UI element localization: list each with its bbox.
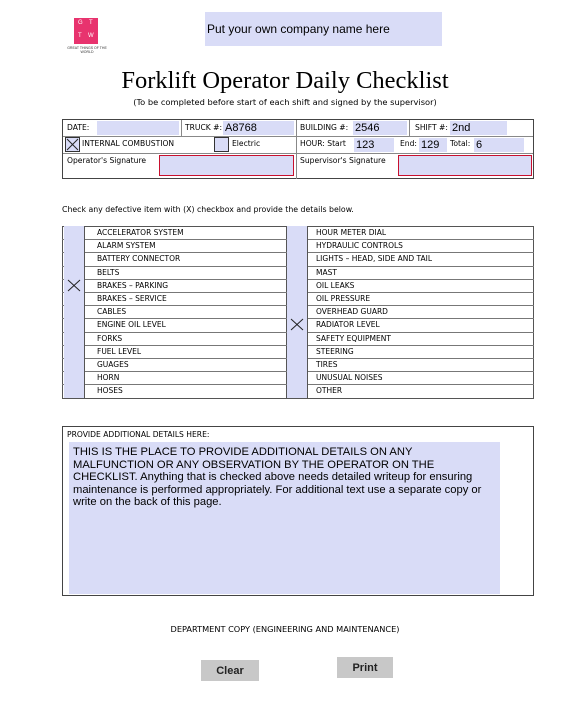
details-textarea[interactable] <box>69 442 500 594</box>
hour-start-label: HOUR: Start <box>300 139 346 148</box>
internal-combustion-label: INTERNAL COMBUSTION <box>82 139 175 148</box>
logo-letter: T <box>78 33 82 39</box>
date-field[interactable] <box>97 121 179 135</box>
checklist-item-label: OIL PRESSURE <box>316 294 371 303</box>
defect-checkbox[interactable] <box>287 332 308 345</box>
defect-checkbox[interactable] <box>64 239 85 252</box>
x-mark-icon <box>290 318 304 331</box>
checklist-item-label: HYDRAULIC CONTROLS <box>316 241 403 251</box>
defect-checkbox[interactable] <box>287 252 308 265</box>
defect-checkbox[interactable] <box>287 384 308 397</box>
checklist-item-label: HOSES <box>97 386 123 396</box>
defect-checkbox[interactable] <box>287 239 308 252</box>
checklist-item-label: FUEL LEVEL <box>97 346 142 356</box>
checklist-item-label: FORKS <box>97 333 123 343</box>
print-button[interactable]: Print <box>337 657 393 678</box>
electric-checkbox[interactable] <box>214 137 229 152</box>
clear-button[interactable]: Clear <box>201 660 259 681</box>
hour-start-field[interactable]: 123 <box>354 138 394 152</box>
defect-checkbox[interactable] <box>64 305 85 318</box>
hour-total-label: Total: <box>450 139 471 148</box>
defect-checkbox[interactable] <box>287 345 308 358</box>
defect-checkbox[interactable] <box>287 292 308 305</box>
checklist-item-label: OTHER <box>316 386 343 396</box>
details-text-upper: THIS IS THE PLACE TO PROVIDE ADDITIONAL DETAILS ON ANY MALFUNCTION OR ANY OBSERVATION BY THE OPERATOR ON THE CHECKLIST. <box>73 446 435 484</box>
shift-label: SHIFT #: <box>415 123 448 132</box>
defect-checkbox[interactable] <box>287 318 308 331</box>
checklist-item-label: OIL LEAKS <box>316 280 355 290</box>
defect-checkbox[interactable] <box>64 371 85 384</box>
logo-letter: W <box>88 33 94 39</box>
building-number-field[interactable]: 2546 <box>353 121 407 135</box>
shift-field[interactable]: 2nd <box>450 121 507 135</box>
defect-checkbox[interactable] <box>64 318 85 331</box>
defect-checkbox[interactable] <box>64 358 85 371</box>
checklist-item-label: STEERING <box>316 346 354 356</box>
defect-checklist <box>62 226 534 398</box>
checklist-item-label: BRAKES – SERVICE <box>97 294 167 303</box>
company-logo <box>74 18 98 44</box>
checklist-item-label: RADIATOR LEVEL <box>316 320 380 330</box>
supervisor-signature-label: Supervisor's Signature <box>300 156 386 165</box>
truck-label: TRUCK #: <box>185 123 223 132</box>
checklist-item-label: UNUSUAL NOISES <box>316 373 383 383</box>
hour-total-field[interactable]: 6 <box>474 138 524 152</box>
defect-checkbox[interactable] <box>287 358 308 371</box>
page-subtitle: (To be completed before start of each shift and signed by the supervisor) <box>133 97 437 107</box>
defect-checkbox[interactable] <box>64 266 85 279</box>
defect-checkbox[interactable] <box>287 226 308 239</box>
electric-label: Electric <box>232 139 261 148</box>
date-label: DATE: <box>67 123 90 132</box>
hour-end-field[interactable]: 129 <box>419 138 447 152</box>
checklist-item-label: MAST <box>316 267 337 277</box>
details-text-lower: Anything that is checked above needs detailed writeup for ensuring maintenance is performed appropriately. For additional text use a separate copy or write on the back of this page. <box>73 471 482 509</box>
checklist-item-label: LIGHTS – HEAD, SIDE AND TAIL <box>316 254 433 264</box>
department-copy-label: DEPARTMENT COPY (ENGINEERING AND MAINTENANCE) <box>170 624 400 634</box>
defect-checkbox[interactable] <box>287 266 308 279</box>
checklist-item-label: CABLES <box>97 307 127 317</box>
truck-number-field[interactable]: A8768 <box>223 121 294 135</box>
defect-checkbox[interactable] <box>64 226 85 239</box>
supervisor-signature-field[interactable] <box>398 155 532 176</box>
building-label: BUILDING #: <box>300 123 349 132</box>
internal-combustion-checkbox[interactable] <box>65 137 80 152</box>
operator-signature-field[interactable] <box>159 155 294 176</box>
checklist-item-label: BATTERY CONNECTOR <box>97 254 181 264</box>
defect-checkbox[interactable] <box>287 371 308 384</box>
logo-tagline: GREAT THINGS OF THE WORLD <box>67 46 107 54</box>
checklist-item-label: TIRES <box>316 360 338 369</box>
defect-checkbox[interactable] <box>64 252 85 265</box>
instructions-text: Check any defective item with (X) checkbox and provide the details below. <box>62 205 354 214</box>
checklist-item-label: OVERHEAD GUARD <box>316 307 388 317</box>
defect-checkbox[interactable] <box>64 292 85 305</box>
details-section <box>62 426 534 596</box>
hour-end-label: End: <box>400 139 417 148</box>
defect-checkbox[interactable] <box>64 384 85 397</box>
checklist-item-label: BRAKES – PARKING <box>97 280 169 290</box>
checklist-item-label: HOUR METER DIAL <box>316 228 387 237</box>
defect-checkbox[interactable] <box>287 279 308 292</box>
x-mark-icon <box>67 279 81 292</box>
checklist-item-label: ENGINE OIL LEVEL <box>97 320 166 330</box>
details-label: PROVIDE ADDITIONAL DETAILS HERE: <box>67 430 210 439</box>
defect-checkbox[interactable] <box>64 332 85 345</box>
defect-checkbox[interactable] <box>287 305 308 318</box>
logo-letter: T <box>89 20 93 26</box>
page-title: Forklift Operator Daily Checklist <box>121 67 449 94</box>
x-mark-icon <box>66 138 79 151</box>
checklist-item-label: SAFETY EQUIPMENT <box>316 333 391 343</box>
header-table <box>62 119 534 179</box>
checklist-item-label: HORN <box>97 373 120 383</box>
logo-letter: G <box>78 20 83 26</box>
checklist-item-label: BELTS <box>97 267 120 277</box>
company-name-field[interactable]: Put your own company name here <box>205 12 442 46</box>
checklist-item-label: ACCELERATOR SYSTEM <box>97 228 184 237</box>
defect-checkbox[interactable] <box>64 279 85 292</box>
operator-signature-label: Operator's Signature <box>67 156 147 165</box>
checklist-item-label: GUAGES <box>97 360 129 369</box>
checklist-item-label: ALARM SYSTEM <box>97 241 156 251</box>
defect-checkbox[interactable] <box>64 345 85 358</box>
